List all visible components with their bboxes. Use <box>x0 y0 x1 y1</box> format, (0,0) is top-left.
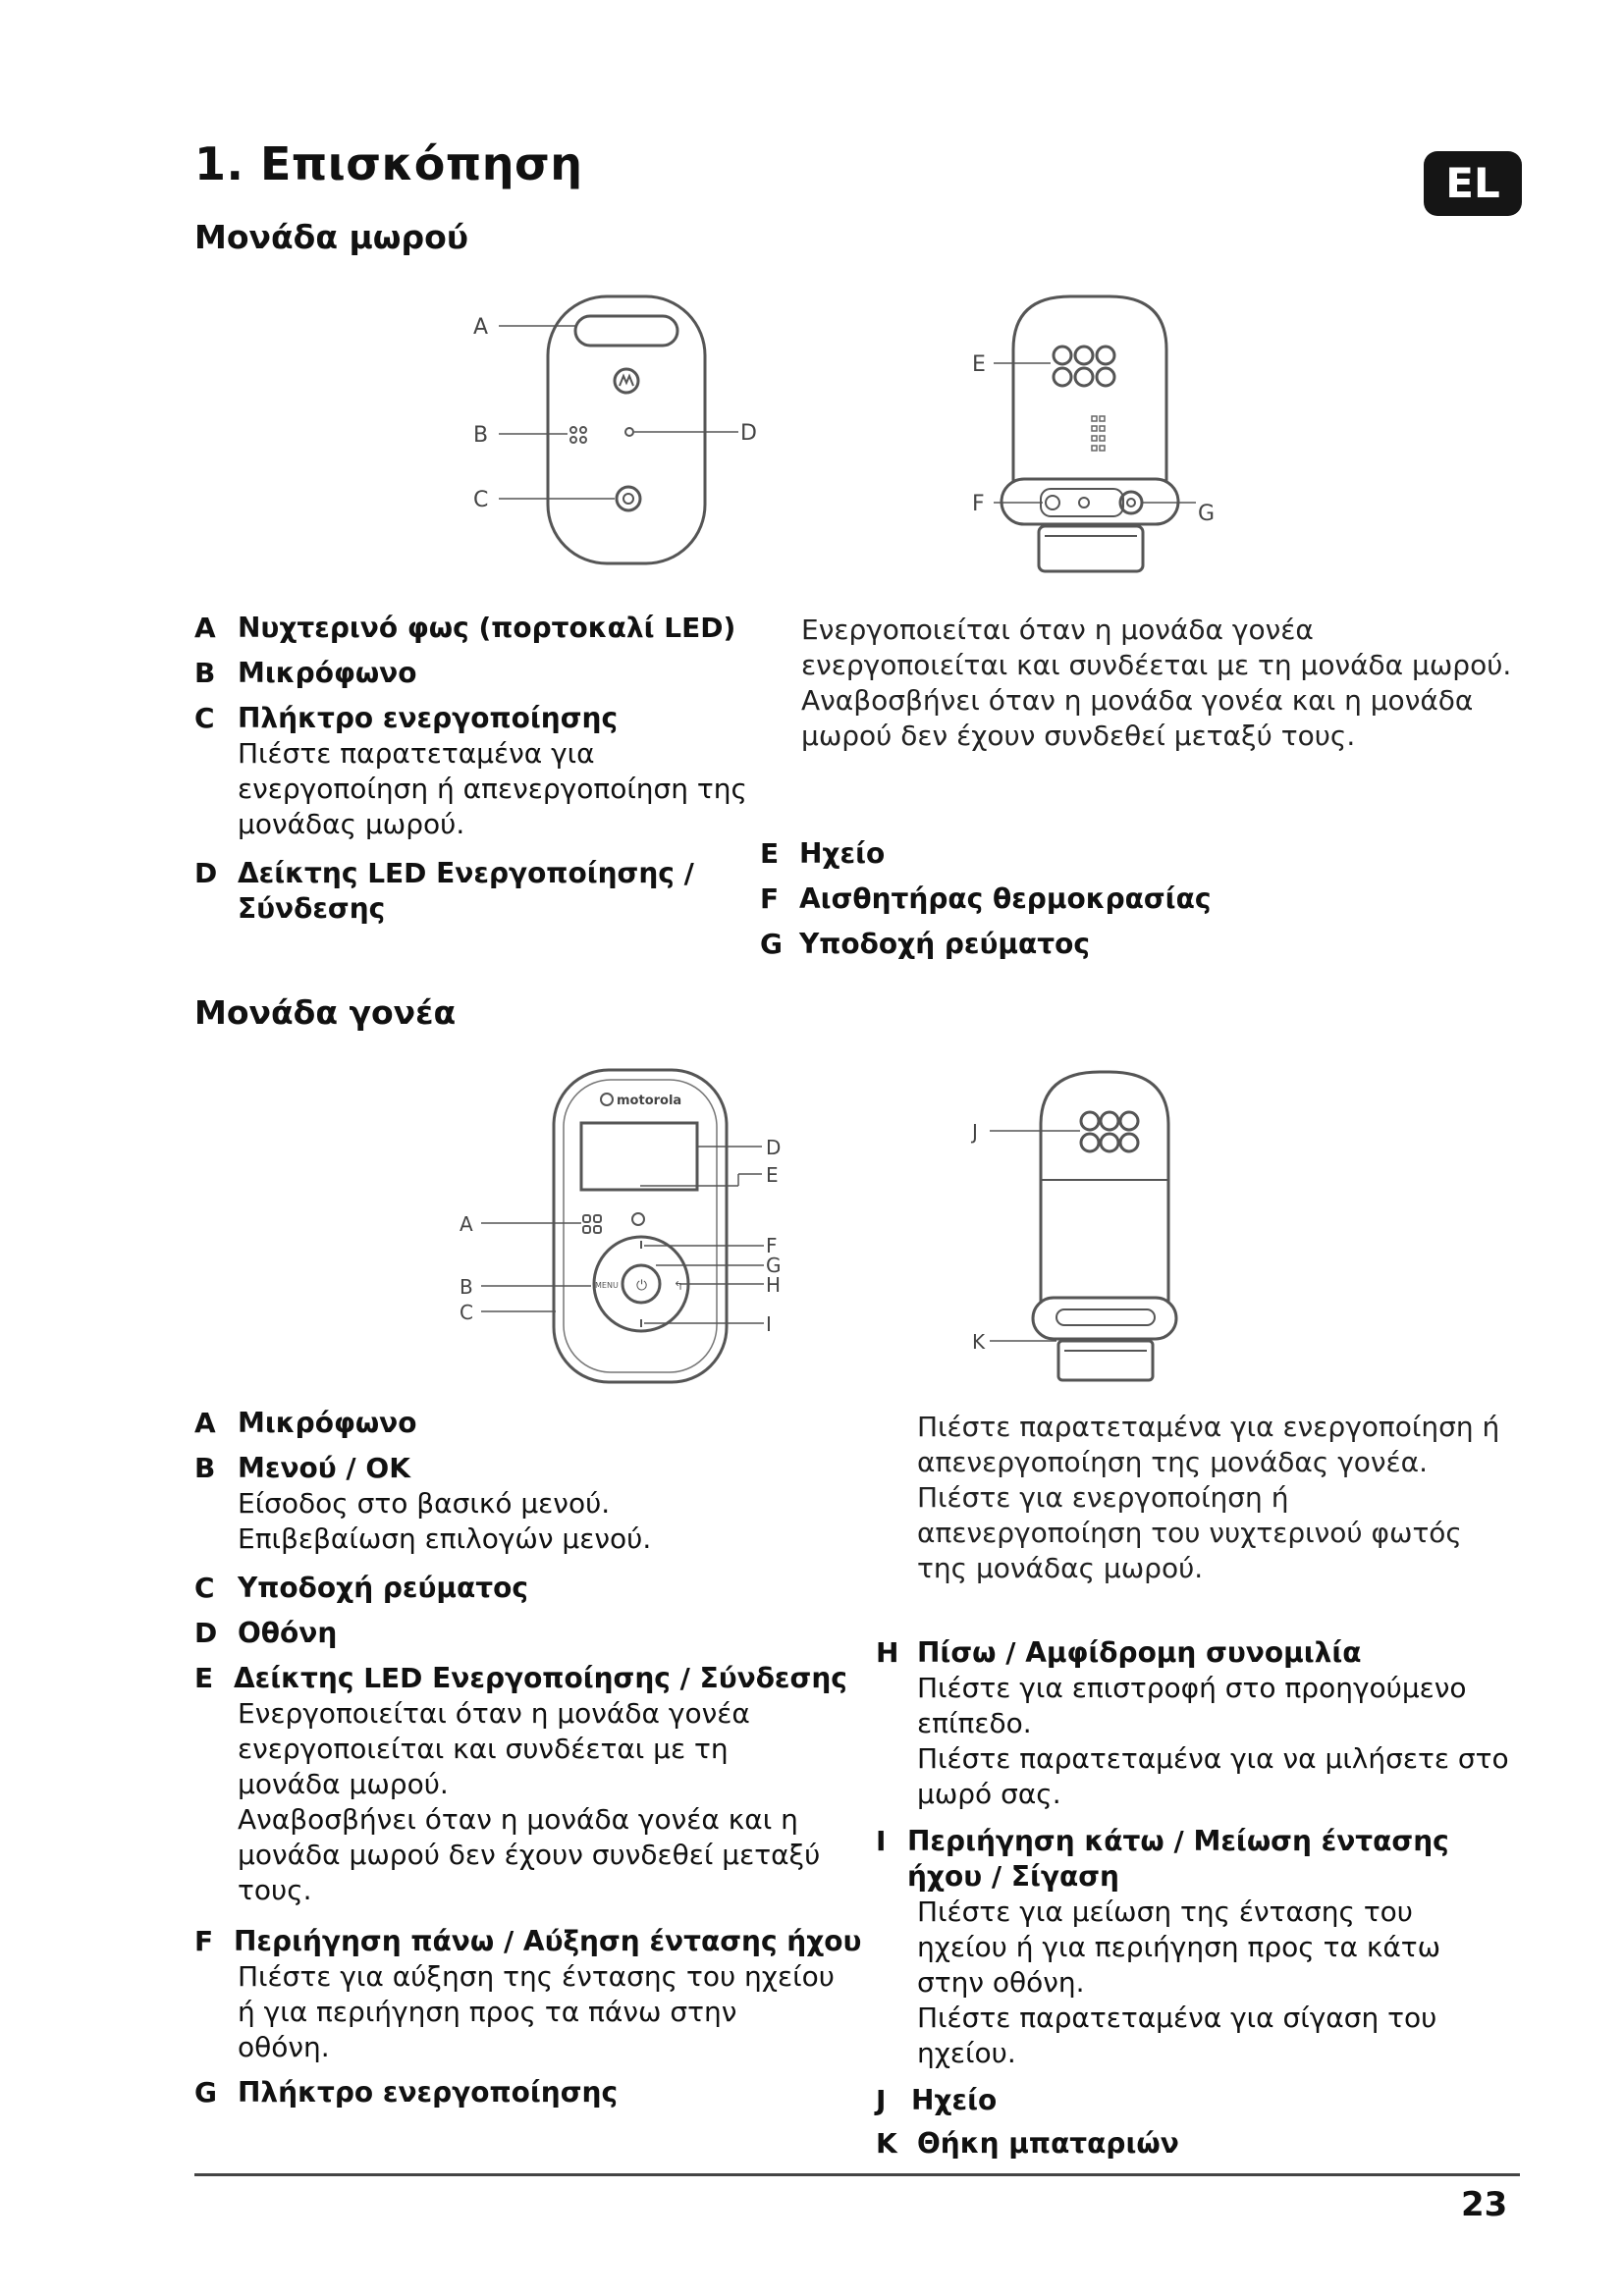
callout-D: D <box>740 421 757 446</box>
callout-B: B <box>460 1275 473 1299</box>
footer-rule <box>194 2173 1520 2176</box>
parent-unit-back-diagram <box>962 1066 1257 1390</box>
callout-E: E <box>766 1163 779 1187</box>
baby-unit-back-diagram <box>962 291 1257 585</box>
menu-button-label: MENU <box>595 1281 619 1290</box>
baby-led-description: Ενεργοποιείται όταν η μονάδα γονέα ενεργοποιείται και συνδέεται με τη μονάδα μωρού. Αναβοσβήνει όταν η μονάδα γονέα και η μονάδα μωρού δεν έχουν συνδεθεί μεταξύ τους. <box>801 614 1512 752</box>
baby-unit-front-diagram <box>452 291 766 575</box>
parent-led <box>632 1213 644 1225</box>
callout-K: K <box>972 1330 986 1354</box>
parent-item-E: E Δείκτης LED Ενεργοποίησης / Σύνδεσης Ενεργοποιείται όταν η μονάδα γονέα ενεργοποιείται και συνδέεται με τη μονάδα μωρού. Αναβοσβήνει όταν η μονάδα γονέα και η μονάδα μωρού δεν έχουν συνδεθεί μεταξύ τους. <box>194 1662 847 1906</box>
callout-H: H <box>766 1273 782 1297</box>
baby-item-A: A Νυχτερινό φως (πορτοκαλί LED) <box>194 612 736 644</box>
baby-unit-heading: Μονάδα μωρού <box>194 218 469 256</box>
baby-item-D: D Δείκτης LED Ενεργοποίησης / Σύνδεσης <box>194 857 694 925</box>
baby-speaker <box>1054 347 1114 386</box>
callout-A: A <box>473 315 489 340</box>
parent-item-J: J Ηχείο <box>876 2084 998 2116</box>
callout-F: F <box>766 1234 778 1257</box>
parent-brand-text: motorola <box>617 1094 682 1108</box>
page-number: 23 <box>1461 2185 1508 2224</box>
parent-item-C: C Υποδοχή ρεύματος <box>194 1572 528 1604</box>
callout-A: A <box>460 1212 473 1236</box>
baby-power-button <box>617 487 640 510</box>
parent-item-A: A Μικρόφωνο <box>194 1407 417 1439</box>
temperature-sensor <box>1092 416 1105 451</box>
baby-item-G: G Υποδοχή ρεύματος <box>760 928 1090 960</box>
baby-item-E: E Ηχείο <box>760 837 886 870</box>
callout-G: G <box>766 1254 782 1277</box>
baby-microphone <box>570 427 586 443</box>
svg-text:⏻: ⏻ <box>636 1278 648 1294</box>
parent-item-F: F Περιήγηση πάνω / Αύξηση έντασης ήχου Πιέστε για αύξηση της έντασης του ηχείου ή για περιήγηση προς τα πάνω στην οθόνη. <box>194 1925 862 2063</box>
callout-G: G <box>1198 502 1216 526</box>
page-title: 1. Επισκόπηση <box>194 137 583 190</box>
parent-unit-front-diagram <box>452 1066 805 1390</box>
parent-screen <box>581 1123 697 1190</box>
parent-speaker <box>1081 1112 1138 1151</box>
parent-item-D: D Οθόνη <box>194 1617 338 1649</box>
night-light <box>575 316 677 346</box>
callout-I: I <box>766 1312 772 1336</box>
callout-C: C <box>473 488 489 512</box>
parent-item-I: I Περιήγηση κάτω / Μείωση έντασης ήχου / Σίγαση Πιέστε για μείωση της έντασης του ηχείου ή για περιήγηση προς τα κάτω στην οθόνη. Πιέστε παρατεταμένα για σίγαση του ηχείου. <box>876 1825 1449 2069</box>
language-badge: EL <box>1424 151 1522 216</box>
baby-item-C: C Πλήκτρο ενεργοποίησης Πιέστε παρατεταμένα για ενεργοποίηση ή απενεργοποίηση της μονάδας μωρού. <box>194 702 747 840</box>
back-button-label: ↰ <box>674 1279 684 1293</box>
callout-E: E <box>972 352 986 377</box>
parent-item-K: K Θήκη μπαταριών <box>876 2127 1179 2160</box>
baby-item-B: B Μικρόφωνο <box>194 657 417 689</box>
callout-C: C <box>460 1301 473 1324</box>
battery-compartment <box>1058 1341 1153 1380</box>
callout-D: D <box>766 1136 782 1159</box>
parent-item-B: B Μενού / OK Είσοδος στο βασικό μενού. Επιβεβαίωση επιλογών μενού. <box>194 1452 652 1555</box>
baby-stand <box>1039 526 1143 571</box>
callout-F: F <box>972 492 985 516</box>
parent-unit-heading: Μονάδα γονέα <box>194 993 457 1032</box>
baby-led <box>625 428 633 436</box>
callout-J: J <box>972 1120 978 1144</box>
parent-power-description: Πιέστε παρατεταμένα για ενεργοποίηση ή απενεργοποίηση της μονάδας γονέα. Πιέστε για ενεργοποίηση ή απενεργοποίηση του νυχτερινού φωτός της μονάδας μωρού. <box>917 1411 1500 1584</box>
baby-base <box>1001 479 1178 524</box>
parent-back-body <box>1041 1072 1168 1331</box>
parent-microphone <box>583 1215 601 1233</box>
callout-B: B <box>473 423 489 448</box>
parent-item-G: G Πλήκτρο ενεργοποίησης <box>194 2076 619 2109</box>
parent-brand-logo <box>601 1094 613 1105</box>
parent-item-H: H Πίσω / Αμφίδρομη συνομιλία Πιέστε για επιστροφή στο προηγούμενο επίπεδο. Πιέστε παρατεταμένα για να μιλήσετε στο μωρό σας. <box>876 1636 1509 1810</box>
baby-item-F: F Αισθητήρας θερμοκρασίας <box>760 882 1212 915</box>
parent-front-body <box>554 1070 727 1382</box>
